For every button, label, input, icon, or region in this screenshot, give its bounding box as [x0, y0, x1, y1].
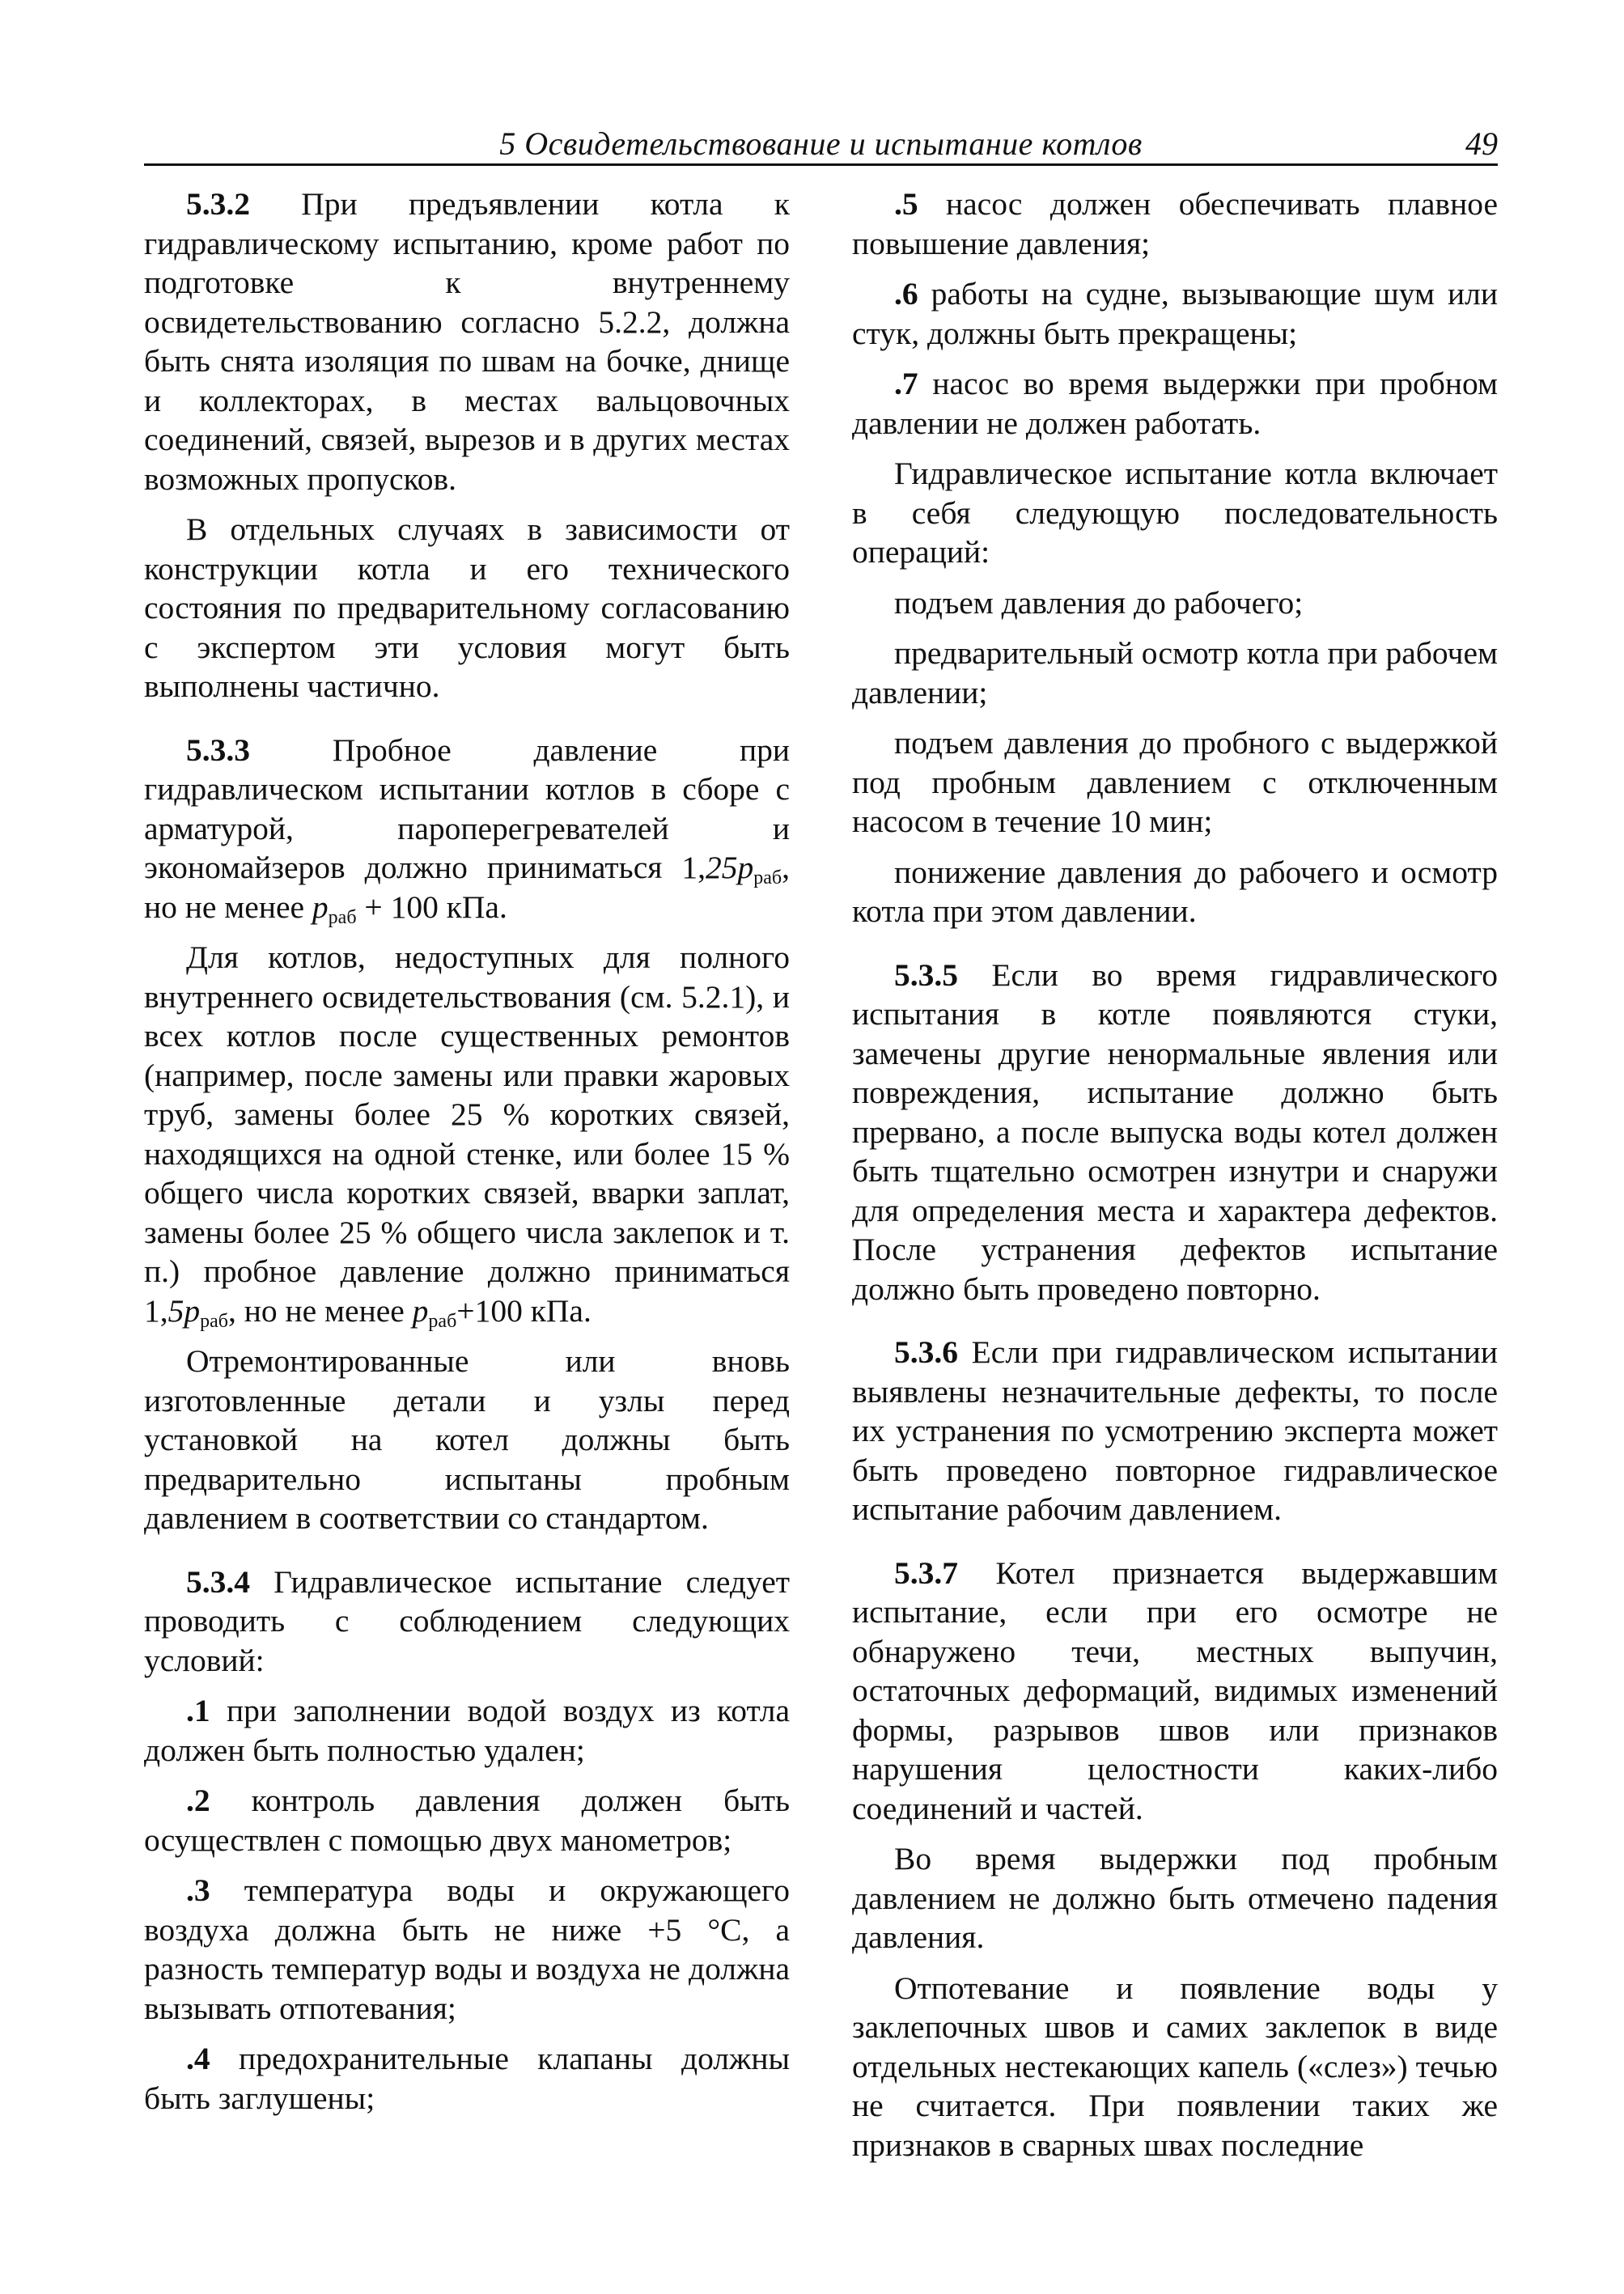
- paragraph-text: , но не менее: [144, 850, 790, 925]
- item-number: .5: [894, 186, 918, 222]
- paragraph: [144, 1342, 790, 1538]
- formula-symbol: p: [312, 888, 329, 925]
- step-text: понижение давления до рабочего и осмотр котла при этом давлении.: [852, 854, 1498, 929]
- paragraph-text: В отдельных случаях в зависимости от конструкции котла и его технического состояния по предварительному согласованию с экспертом эти условия могут быть выполнены частично.: [144, 511, 790, 704]
- list-item-5: [852, 184, 1498, 263]
- section-number: 5.3.7: [894, 1554, 958, 1591]
- operation-step-4: [852, 853, 1498, 931]
- item-text: работы на судне, вызывающие шум или стук, должны быть прекращены;: [852, 276, 1498, 351]
- paragraph-text: , но не менее: [228, 1292, 413, 1329]
- paragraph: [852, 1839, 1498, 1957]
- list-item-6: [852, 274, 1498, 353]
- step-text: предварительный осмотр котла при рабочем давлении;: [852, 635, 1498, 710]
- item-number: .1: [186, 1693, 210, 1728]
- list-item-1: [144, 1691, 790, 1770]
- paragraph-5-3-5: [852, 956, 1498, 1309]
- operation-step-2: [852, 634, 1498, 712]
- list-item-7: [852, 364, 1498, 443]
- step-text: подъем давления до пробного с выдержкой под пробным давлением с отключенным насосом в течение 10 мин;: [852, 725, 1498, 839]
- paragraph-5-3-6: [852, 1333, 1498, 1529]
- paragraph: [144, 938, 790, 1330]
- item-number: .2: [186, 1783, 210, 1818]
- item-text: насос должен обеспечивать плавное повышение давления;: [852, 186, 1498, 261]
- page-number: 49: [1465, 125, 1498, 162]
- paragraph-text: Отпотевание и появление воды у заклепочных швов и самих заклепок в виде отдельных нестекающих капель («слез») течью не считается. При появлении таких же признаков в сварных швах последние: [852, 1970, 1498, 2163]
- paragraph-text: Пробное давление при гидравлическом испытании котлов в сборе с арматурой, пароперегревателей и экономайзеров должно приниматься 1,: [144, 731, 790, 885]
- operation-step-3: [852, 723, 1498, 842]
- item-text: насос во время выдержки при пробном давлении не должен работать.: [852, 366, 1498, 441]
- page-header: [144, 121, 1498, 166]
- formula-symbol: p: [412, 1292, 429, 1329]
- item-text: контроль давления должен быть осуществлен с помощью двух манометров;: [144, 1783, 790, 1858]
- step-text: подъем давления до рабочего;: [894, 584, 1304, 621]
- operation-step-1: [852, 583, 1498, 623]
- left-column: [144, 184, 790, 2129]
- subscript: раб: [428, 1310, 457, 1332]
- paragraph-text: Для котлов, недоступных для полного внутреннего освидетельствования (см. 5.2.1), и всех котлов после существенных ремонтов (например, после замены или правки жаровых труб, замены более 25 % коротких связей, находящихся на одной стенке, или более 15 % общего числа коротких связей, вварки заплат, замены более 25 % общего числа заклепок и т. п.) пробное давление должно приниматься 1,: [144, 939, 790, 1329]
- section-number: 5.3.5: [894, 956, 958, 993]
- right-column: [852, 184, 1498, 2176]
- item-number: .3: [186, 1872, 210, 1908]
- paragraph-5-3-2: [144, 184, 790, 498]
- paragraph-5-3-3: [144, 731, 790, 927]
- paragraph-5-3-7: [852, 1554, 1498, 1829]
- formula-coefficient: 5p: [167, 1292, 201, 1329]
- running-title: 5 Освидетельствование и испытание котлов: [499, 125, 1143, 162]
- formula-coefficient: 25p: [706, 850, 754, 885]
- paragraph-text: Гидравлическое испытание котла включает в себя следующую последовательность операций:: [852, 456, 1498, 570]
- paragraph-text: Если при гидравлическом испытании выявлены незначительные дефекты, то после их устранения по усмотрению эксперта может быть проведено повторное гидравлическое испытание рабочим давлением.: [852, 1334, 1498, 1527]
- paragraph-text: Во время выдержки под пробным давлением не должно быть отмечено падения давления.: [852, 1841, 1498, 1955]
- item-number: .7: [894, 366, 918, 401]
- section-number: 5.3.4: [186, 1563, 250, 1600]
- item-number: .6: [894, 276, 918, 312]
- paragraph-text: Котел признается выдержавшим испытание, если при его осмотре не обнаружено течи, местных выпучин, остаточных деформаций, видимых изменений формы, разрывов швов или признаков нарушения целостности каких-либо соединений и частей.: [852, 1554, 1498, 1826]
- paragraph-text: +100 кПа.: [456, 1292, 592, 1329]
- subscript: раб: [200, 1310, 228, 1332]
- subscript: раб: [753, 867, 782, 888]
- item-number: .4: [186, 2041, 210, 2076]
- paragraph-text: Отремонтированные или вновь изготовленные детали и узлы перед установкой на котел должны быть предварительно испытаны пробным давлением в соответствии со стандартом.: [144, 1343, 790, 1536]
- paragraph-5-3-4: [144, 1563, 790, 1681]
- item-text: предохранительные клапаны должны быть заглушены;: [144, 2041, 790, 2116]
- subscript: раб: [328, 906, 357, 928]
- item-text: температура воды и окружающего воздуха должна быть не ниже +5 °С, а разность температур воды и воздуха не должна вызывать отпотевания;: [144, 1872, 790, 2026]
- paragraph-text: + 100 кПа.: [356, 888, 507, 925]
- paragraph: [852, 454, 1498, 572]
- section-number: 5.3.3: [186, 731, 250, 768]
- paragraph: [144, 510, 790, 706]
- paragraph-text: Если во время гидравлического испытания в котле появляются стуки, замечены другие ненормальные явления или повреждения, испытание должно быть прервано, а после выпуска воды котел должен быть тщательно осмотрен изнутри и снаружи для определения места и характера дефектов. После устранения дефектов испытание должно быть проведено повторно.: [852, 956, 1498, 1307]
- paragraph: [852, 1969, 1498, 2165]
- paragraph-text: Гидравлическое испытание следует проводить с соблюдением следующих условий:: [144, 1563, 790, 1678]
- list-item-2: [144, 1781, 790, 1859]
- item-text: при заполнении водой воздух из котла должен быть полностью удален;: [144, 1693, 790, 1768]
- list-item-3: [144, 1871, 790, 2028]
- section-number: 5.3.6: [894, 1334, 958, 1370]
- list-item-4: [144, 2039, 790, 2118]
- paragraph-text: При предъявлении котла к гидравлическому испытанию, кроме работ по подготовке к внутреннему освидетельствованию согласно 5.2.2, должна быть снята изоляция по швам на бочке, днище и коллекторах, в местах вальцовочных соединений, связей, вырезов и в других местах возможных пропусков.: [144, 186, 790, 497]
- section-number: 5.3.2: [186, 186, 250, 222]
